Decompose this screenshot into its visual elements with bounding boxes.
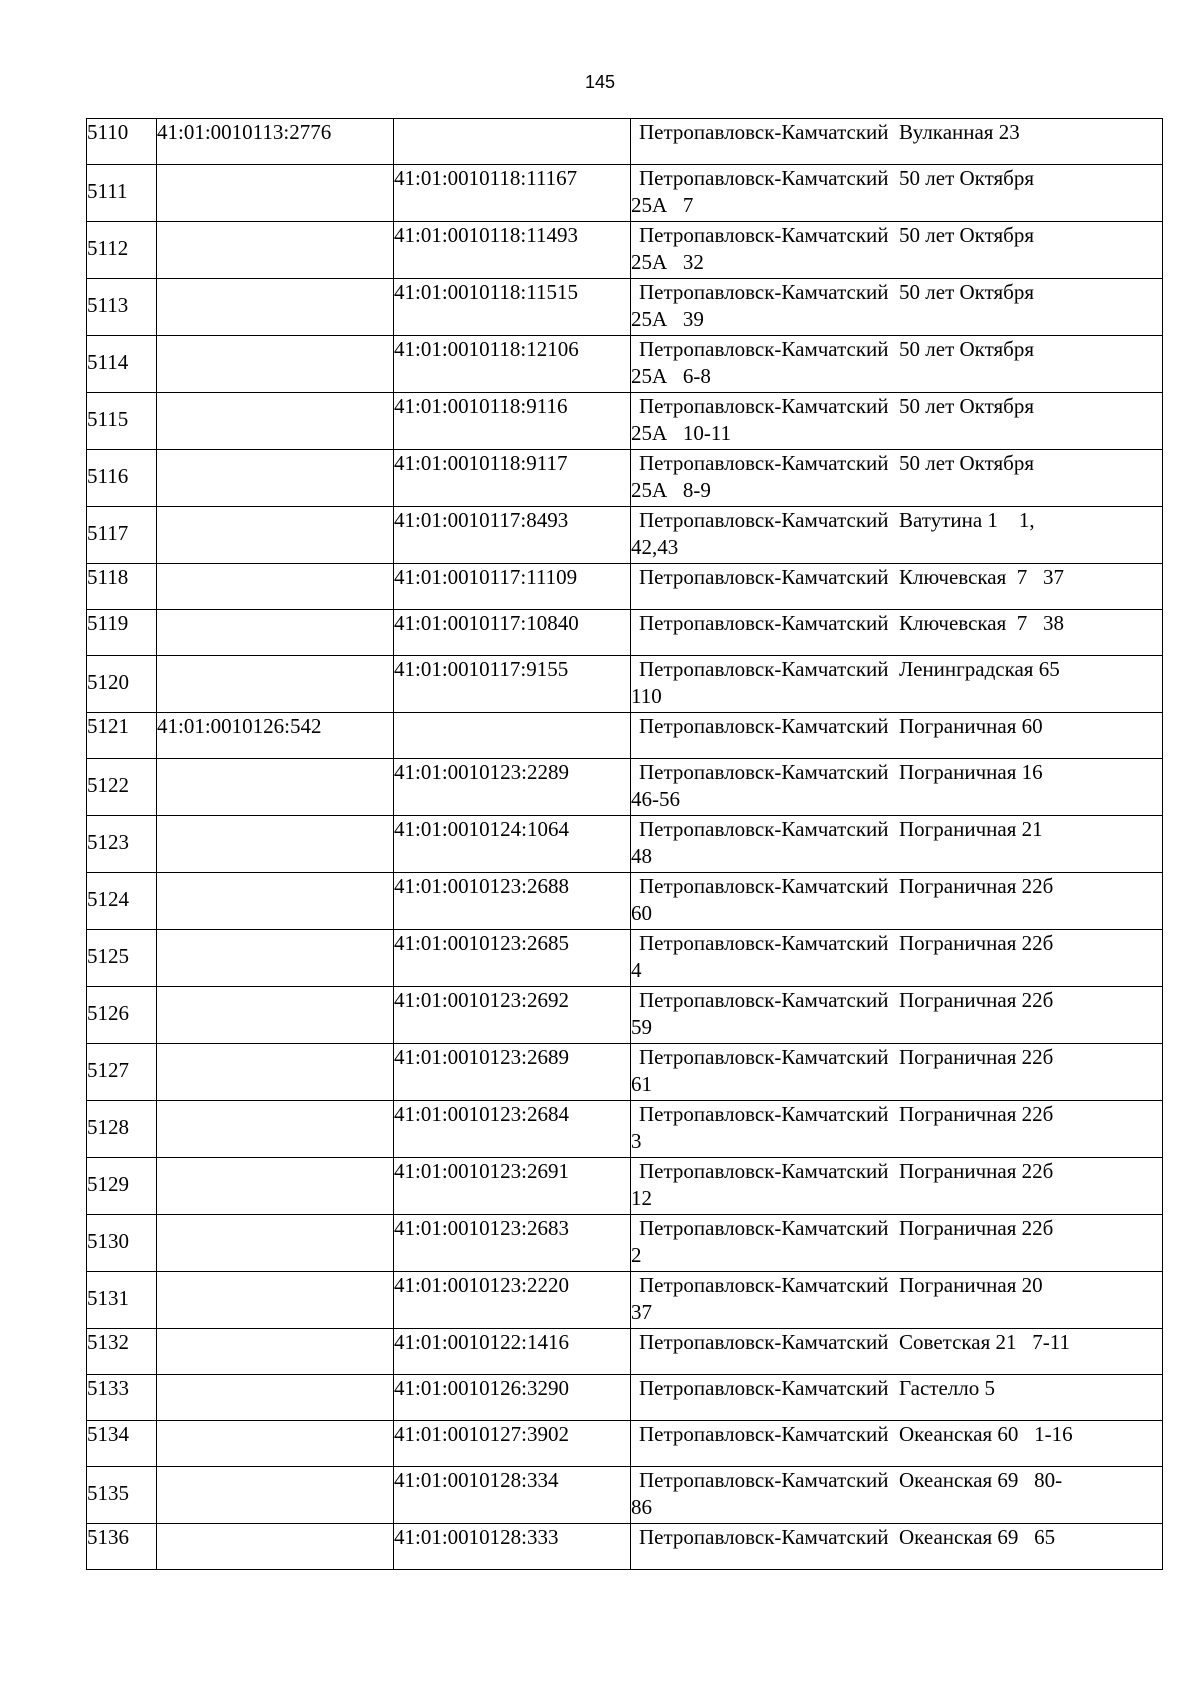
row-number-cell: 5110 [87, 119, 157, 165]
cadastral-number-cell-primary: 41:01:0010126:542 [157, 713, 394, 759]
address-line-continuation: 110 [631, 684, 662, 708]
cadastral-number-cell-primary [157, 1524, 394, 1570]
row-number-cell: 5114 [87, 336, 157, 393]
table-row [87, 165, 1163, 222]
registry-table-body [87, 119, 1163, 1570]
cadastral-number-cell-primary: 41:01:0010113:2776 [157, 119, 394, 165]
cadastral-number-cell-primary [157, 930, 394, 987]
address-cell [631, 507, 1163, 564]
cadastral-number-cell-secondary: 41:01:0010123:2689 [394, 1044, 631, 1101]
table-row [87, 816, 1163, 873]
address-line: Петропавловск-Камчатский Океанская 69 65 [639, 1525, 1056, 1549]
address-cell [631, 450, 1163, 507]
table-row [87, 119, 1163, 165]
address-line-continuation: 2 [631, 1243, 642, 1267]
row-number-cell: 5126 [87, 987, 157, 1044]
cadastral-number-cell-secondary: 41:01:0010123:2683 [394, 1215, 631, 1272]
address-cell [631, 564, 1163, 610]
address-line-continuation: 25А 8-9 [631, 478, 711, 502]
address-cell [631, 222, 1163, 279]
table-row [87, 222, 1163, 279]
address-cell [631, 1421, 1163, 1467]
row-number-cell: 5120 [87, 656, 157, 713]
address-line: Петропавловск-Камчатский Пограничная 22б [639, 931, 1054, 955]
cadastral-number-cell-secondary [394, 713, 631, 759]
cadastral-number-cell-secondary: 41:01:0010123:2684 [394, 1101, 631, 1158]
address-line: Петропавловск-Камчатский Пограничная 22б [639, 1045, 1054, 1069]
table-row [87, 656, 1163, 713]
row-number-cell: 5116 [87, 450, 157, 507]
address-line: Петропавловск-Камчатский 50 лет Октября [639, 223, 1034, 247]
row-number-cell: 5127 [87, 1044, 157, 1101]
address-line: Петропавловск-Камчатский Пограничная 16 [639, 760, 1043, 784]
cadastral-number-cell-secondary: 41:01:0010118:11515 [394, 279, 631, 336]
table-row [87, 1467, 1163, 1524]
cadastral-number-cell-secondary: 41:01:0010117:8493 [394, 507, 631, 564]
address-line-continuation: 3 [631, 1129, 642, 1153]
row-number-cell: 5134 [87, 1421, 157, 1467]
page-number: 145 [584, 72, 616, 92]
address-line: Петропавловск-Камчатский 50 лет Октября [639, 280, 1034, 304]
address-line-continuation: 25А 10-11 [631, 421, 732, 445]
row-number-cell: 5119 [87, 610, 157, 656]
cadastral-number-cell-primary [157, 393, 394, 450]
table-row [87, 393, 1163, 450]
address-line: Петропавловск-Камчатский Пограничная 21 [639, 817, 1043, 841]
address-line: Петропавловск-Камчатский Пограничная 60 [639, 714, 1043, 738]
cadastral-number-cell-primary [157, 1044, 394, 1101]
address-line-continuation: 25А 6-8 [631, 364, 711, 388]
address-line: Петропавловск-Камчатский Ватутина 1 1, [639, 508, 1035, 532]
address-line: Петропавловск-Камчатский Советская 21 7-11 [639, 1330, 1070, 1354]
row-number-cell: 5122 [87, 759, 157, 816]
cadastral-number-cell-primary [157, 610, 394, 656]
address-line: Петропавловск-Камчатский 50 лет Октября [639, 394, 1034, 418]
address-line-continuation: 12 [631, 1186, 652, 1210]
table-row [87, 1524, 1163, 1570]
table-row [87, 873, 1163, 930]
cadastral-number-cell-secondary: 41:01:0010123:2688 [394, 873, 631, 930]
table-row [87, 1215, 1163, 1272]
cadastral-number-cell-primary [157, 279, 394, 336]
address-line: Петропавловск-Камчатский Ключевская 7 38 [639, 611, 1065, 635]
table-row [87, 279, 1163, 336]
table-row [87, 759, 1163, 816]
cadastral-number-cell-secondary: 41:01:0010123:2691 [394, 1158, 631, 1215]
row-number-cell: 5124 [87, 873, 157, 930]
cadastral-number-cell-secondary: 41:01:0010124:1064 [394, 816, 631, 873]
table-row [87, 1101, 1163, 1158]
address-line: Петропавловск-Камчатский Океанская 69 80- [639, 1468, 1063, 1492]
cadastral-number-cell-secondary [394, 119, 631, 165]
cadastral-number-cell-primary [157, 1101, 394, 1158]
address-line-continuation: 25А 7 [631, 193, 694, 217]
address-line: Петропавловск-Камчатский Пограничная 22б [639, 1216, 1054, 1240]
cadastral-number-cell-primary [157, 656, 394, 713]
address-line: Петропавловск-Камчатский Пограничная 22б [639, 1159, 1054, 1183]
cadastral-number-cell-primary [157, 816, 394, 873]
address-line-continuation: 86 [631, 1495, 652, 1519]
address-line-continuation: 42,43 [631, 535, 679, 559]
address-line: Петропавловск-Камчатский Ленинградская 65 [639, 657, 1060, 681]
address-line: Петропавловск-Камчатский Ключевская 7 37 [639, 565, 1065, 589]
row-number-cell: 5136 [87, 1524, 157, 1570]
row-number-cell: 5117 [87, 507, 157, 564]
row-number-cell: 5123 [87, 816, 157, 873]
address-cell [631, 1467, 1163, 1524]
cadastral-number-cell-secondary: 41:01:0010123:2220 [394, 1272, 631, 1329]
table-row [87, 713, 1163, 759]
row-number-cell: 5118 [87, 564, 157, 610]
cadastral-number-cell-secondary: 41:01:0010122:1416 [394, 1329, 631, 1375]
address-line-continuation: 25А 39 [631, 307, 704, 331]
cadastral-number-cell-secondary: 41:01:0010123:2289 [394, 759, 631, 816]
address-cell [631, 759, 1163, 816]
table-row [87, 987, 1163, 1044]
row-number-cell: 5128 [87, 1101, 157, 1158]
registry-table [86, 118, 1163, 1570]
cadastral-number-cell-secondary: 41:01:0010117:9155 [394, 656, 631, 713]
address-cell [631, 1272, 1163, 1329]
row-number-cell: 5125 [87, 930, 157, 987]
address-line: Петропавловск-Камчатский Пограничная 22б [639, 1102, 1054, 1126]
address-cell [631, 1375, 1163, 1421]
address-line-continuation: 48 [631, 844, 652, 868]
table-row [87, 564, 1163, 610]
address-line-continuation: 59 [631, 1015, 652, 1039]
row-number-cell: 5111 [87, 165, 157, 222]
address-cell [631, 279, 1163, 336]
address-line-continuation: 61 [631, 1072, 652, 1096]
cadastral-number-cell-secondary: 41:01:0010118:11493 [394, 222, 631, 279]
cadastral-number-cell-primary [157, 759, 394, 816]
cadastral-number-cell-primary [157, 1158, 394, 1215]
cadastral-number-cell-secondary: 41:01:0010117:11109 [394, 564, 631, 610]
address-cell [631, 1215, 1163, 1272]
row-number-cell: 5133 [87, 1375, 157, 1421]
cadastral-number-cell-secondary: 41:01:0010126:3290 [394, 1375, 631, 1421]
row-number-cell: 5115 [87, 393, 157, 450]
address-cell [631, 873, 1163, 930]
address-cell [631, 1524, 1163, 1570]
address-line: Петропавловск-Камчатский Пограничная 22б [639, 988, 1054, 1012]
row-number-cell: 5113 [87, 279, 157, 336]
cadastral-number-cell-primary [157, 1467, 394, 1524]
address-cell [631, 713, 1163, 759]
table-row [87, 1272, 1163, 1329]
address-line: Петропавловск-Камчатский Гастелло 5 [639, 1376, 995, 1400]
address-cell [631, 119, 1163, 165]
address-cell [631, 987, 1163, 1044]
cadastral-number-cell-secondary: 41:01:0010123:2692 [394, 987, 631, 1044]
cadastral-number-cell-secondary: 41:01:0010127:3902 [394, 1421, 631, 1467]
address-line-continuation: 37 [631, 1300, 652, 1324]
row-number-cell: 5129 [87, 1158, 157, 1215]
address-line: Петропавловск-Камчатский Пограничная 20 [639, 1273, 1043, 1297]
address-line-continuation: 46-56 [631, 787, 680, 811]
cadastral-number-cell-primary [157, 222, 394, 279]
cadastral-number-cell-primary [157, 987, 394, 1044]
table-row [87, 1158, 1163, 1215]
address-cell [631, 1158, 1163, 1215]
address-line-continuation: 25А 32 [631, 250, 704, 274]
row-number-cell: 5130 [87, 1215, 157, 1272]
address-line: Петропавловск-Камчатский Вулканная 23 [639, 120, 1020, 144]
cadastral-number-cell-primary [157, 873, 394, 930]
cadastral-number-cell-secondary: 41:01:0010118:9117 [394, 450, 631, 507]
address-line-continuation: 4 [631, 958, 642, 982]
address-cell [631, 1329, 1163, 1375]
table-row [87, 336, 1163, 393]
address-cell [631, 1101, 1163, 1158]
address-line: Петропавловск-Камчатский Океанская 60 1-16 [639, 1422, 1073, 1446]
address-line: Петропавловск-Камчатский 50 лет Октября [639, 166, 1034, 190]
table-row [87, 610, 1163, 656]
cadastral-number-cell-secondary: 41:01:0010123:2685 [394, 930, 631, 987]
address-cell [631, 393, 1163, 450]
cadastral-number-cell-primary [157, 564, 394, 610]
address-line: Петропавловск-Камчатский 50 лет Октября [639, 337, 1034, 361]
address-line: Петропавловск-Камчатский 50 лет Октября [639, 451, 1034, 475]
cadastral-number-cell-secondary: 41:01:0010118:11167 [394, 165, 631, 222]
address-cell [631, 930, 1163, 987]
cadastral-number-cell-secondary: 41:01:0010128:334 [394, 1467, 631, 1524]
address-cell [631, 610, 1163, 656]
cadastral-number-cell-secondary: 41:01:0010118:12106 [394, 336, 631, 393]
cadastral-number-cell-primary [157, 1215, 394, 1272]
row-number-cell: 5121 [87, 713, 157, 759]
row-number-cell: 5132 [87, 1329, 157, 1375]
table-row [87, 1044, 1163, 1101]
cadastral-number-cell-primary [157, 1272, 394, 1329]
cadastral-number-cell-primary [157, 165, 394, 222]
address-cell [631, 656, 1163, 713]
address-cell [631, 816, 1163, 873]
cadastral-number-cell-primary [157, 1375, 394, 1421]
cadastral-number-cell-primary [157, 507, 394, 564]
table-row [87, 450, 1163, 507]
cadastral-number-cell-primary [157, 450, 394, 507]
cadastral-number-cell-secondary: 41:01:0010117:10840 [394, 610, 631, 656]
address-line-continuation: 60 [631, 901, 652, 925]
table-row [87, 1329, 1163, 1375]
row-number-cell: 5131 [87, 1272, 157, 1329]
cadastral-number-cell-primary [157, 1421, 394, 1467]
cadastral-number-cell-secondary: 41:01:0010118:9116 [394, 393, 631, 450]
address-cell [631, 1044, 1163, 1101]
row-number-cell: 5112 [87, 222, 157, 279]
row-number-cell: 5135 [87, 1467, 157, 1524]
table-row [87, 1375, 1163, 1421]
cadastral-number-cell-secondary: 41:01:0010128:333 [394, 1524, 631, 1570]
cadastral-number-cell-primary [157, 1329, 394, 1375]
address-cell [631, 165, 1163, 222]
cadastral-number-cell-primary [157, 336, 394, 393]
address-cell [631, 336, 1163, 393]
table-row [87, 507, 1163, 564]
table-row [87, 1421, 1163, 1467]
address-line: Петропавловск-Камчатский Пограничная 22б [639, 874, 1054, 898]
table-row [87, 930, 1163, 987]
